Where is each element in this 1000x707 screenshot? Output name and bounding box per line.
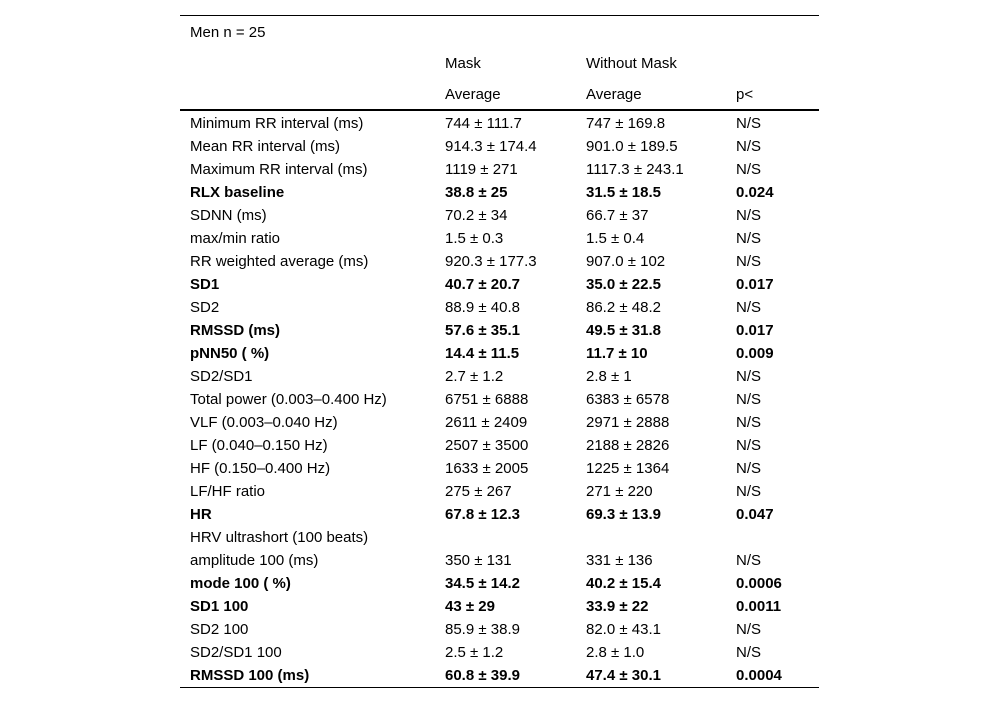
p-value: N/S (736, 437, 762, 454)
table-bottom-rule (180, 687, 819, 688)
row-label: HRV ultrashort (100 beats) (190, 529, 369, 546)
mask-value: 2507 ± 3500 (445, 437, 529, 454)
without-mask-value: 49.5 ± 31.8 (586, 322, 661, 339)
row-label: RR weighted average (ms) (190, 253, 369, 270)
p-value: N/S (736, 483, 762, 500)
without-mask-value: 1.5 ± 0.4 (586, 230, 645, 247)
group-header-row (180, 16, 819, 47)
row-label: pNN50 ( %) (190, 345, 270, 362)
row-label: mode 100 ( %) (190, 575, 291, 592)
table-row (180, 388, 819, 411)
table-row (180, 227, 819, 250)
table-row (180, 319, 819, 342)
without-mask-value: 35.0 ± 22.5 (586, 276, 661, 293)
row-label: RMSSD 100 (ms) (190, 667, 310, 684)
mask-value: 43 ± 29 (445, 598, 495, 615)
row-label: SD2 (190, 299, 220, 316)
row-label: HF (0.150–0.400 Hz) (190, 460, 331, 477)
without-mask-value: 1117.3 ± 243.1 (586, 161, 684, 178)
row-label: SD2 100 (190, 621, 249, 638)
mask-value: 40.7 ± 20.7 (445, 276, 520, 293)
row-label: Maximum RR interval (ms) (190, 161, 368, 178)
mask-value: 2611 ± 2409 (445, 414, 528, 431)
table-row (180, 365, 819, 388)
p-value: 0.047 (736, 506, 774, 523)
table-row (180, 111, 819, 135)
p-value: N/S (736, 207, 762, 224)
table-row (180, 641, 819, 664)
row-label: RLX baseline (190, 184, 285, 201)
table-row (180, 250, 819, 273)
p-value: 0.009 (736, 345, 774, 362)
table-row (180, 135, 819, 158)
column-header-without-mask: Without Mask (586, 55, 677, 72)
p-value: N/S (736, 230, 762, 247)
table-row (180, 572, 819, 595)
without-mask-value: 2.8 ± 1 (586, 368, 632, 385)
mask-value: 1633 ± 2005 (445, 460, 529, 477)
without-mask-value: 40.2 ± 15.4 (586, 575, 661, 592)
p-value: 0.0006 (736, 575, 782, 592)
subheader-without-mask-average: Average (586, 86, 642, 103)
mask-value: 2.5 ± 1.2 (445, 644, 504, 661)
column-header-mask: Mask (445, 55, 481, 72)
row-label: SD2/SD1 (190, 368, 253, 385)
without-mask-value: 1225 ± 1364 (586, 460, 670, 477)
without-mask-value: 69.3 ± 13.9 (586, 506, 661, 523)
row-label: amplitude 100 (ms) (190, 552, 319, 569)
without-mask-value: 2971 ± 2888 (586, 414, 670, 431)
mask-value: 275 ± 267 (445, 483, 512, 500)
table-row (180, 204, 819, 227)
table-row (180, 296, 819, 319)
mask-value: 1.5 ± 0.3 (445, 230, 504, 247)
p-value: N/S (736, 253, 762, 270)
mask-value: 14.4 ± 11.5 (445, 345, 520, 362)
subheader-mask-average: Average (445, 86, 501, 103)
p-value: N/S (736, 299, 762, 316)
row-label: SD1 100 (190, 598, 249, 615)
p-value: 0.0004 (736, 667, 782, 684)
p-value: N/S (736, 621, 762, 638)
mask-value: 6751 ± 6888 (445, 391, 529, 408)
row-label: max/min ratio (190, 230, 281, 247)
p-value: N/S (736, 552, 762, 569)
mask-value: 38.8 ± 25 (445, 184, 508, 201)
table-body (180, 111, 819, 687)
mask-value: 744 ± 111.7 (445, 115, 522, 132)
without-mask-value: 907.0 ± 102 (586, 253, 666, 270)
row-label: SDNN (ms) (190, 207, 267, 224)
mask-value: 2.7 ± 1.2 (445, 368, 504, 385)
table-row (180, 595, 819, 618)
table-row (180, 618, 819, 641)
mask-value: 1119 ± 271 (445, 161, 518, 178)
subheader-row (180, 78, 819, 109)
table-row (180, 342, 819, 365)
mask-value: 70.2 ± 34 (445, 207, 508, 224)
mask-value: 34.5 ± 14.2 (445, 575, 520, 592)
mask-value: 914.3 ± 174.4 (445, 138, 537, 155)
row-label: RMSSD (ms) (190, 322, 281, 339)
p-value: 0.0011 (736, 598, 782, 615)
subheader-p-value: p< (736, 86, 754, 103)
mask-value: 920.3 ± 177.3 (445, 253, 537, 270)
without-mask-value: 331 ± 136 (586, 552, 653, 569)
mask-value: 350 ± 131 (445, 552, 512, 569)
group-label: Men n = 25 (190, 24, 266, 41)
hrv-comparison-table (180, 15, 819, 688)
mask-value: 67.8 ± 12.3 (445, 506, 520, 523)
p-value: N/S (736, 460, 762, 477)
without-mask-value: 2.8 ± 1.0 (586, 644, 645, 661)
mask-value: 88.9 ± 40.8 (445, 299, 520, 316)
p-value: N/S (736, 115, 762, 132)
mask-value: 60.8 ± 39.9 (445, 667, 520, 684)
without-mask-value: 747 ± 169.8 (586, 115, 666, 132)
p-value: N/S (736, 138, 762, 155)
p-value: N/S (736, 644, 762, 661)
without-mask-value: 271 ± 220 (586, 483, 653, 500)
p-value: 0.017 (736, 276, 774, 293)
table-row (180, 457, 819, 480)
without-mask-value: 82.0 ± 43.1 (586, 621, 661, 638)
row-label: VLF (0.003–0.040 Hz) (190, 414, 338, 431)
p-value: 0.017 (736, 322, 774, 339)
without-mask-value: 33.9 ± 22 (586, 598, 649, 615)
without-mask-value: 901.0 ± 189.5 (586, 138, 678, 155)
mask-value: 85.9 ± 38.9 (445, 621, 520, 638)
row-label: Total power (0.003–0.400 Hz) (190, 391, 387, 408)
row-label: Minimum RR interval (ms) (190, 115, 364, 132)
p-value: N/S (736, 368, 762, 385)
table-row (180, 434, 819, 457)
without-mask-value: 66.7 ± 37 (586, 207, 649, 224)
row-label: LF/HF ratio (190, 483, 266, 500)
p-value: 0.024 (736, 184, 774, 201)
table-row (180, 181, 819, 204)
table-row (180, 273, 819, 296)
row-label: SD2/SD1 100 (190, 644, 282, 661)
table-row (180, 503, 819, 526)
mask-value: 57.6 ± 35.1 (445, 322, 520, 339)
without-mask-value: 86.2 ± 48.2 (586, 299, 661, 316)
without-mask-value: 31.5 ± 18.5 (586, 184, 661, 201)
p-value: N/S (736, 414, 762, 431)
condition-header-row (180, 47, 819, 78)
row-label: HR (190, 506, 212, 523)
table-row (180, 158, 819, 181)
without-mask-value: 47.4 ± 30.1 (586, 667, 661, 684)
row-label: Mean RR interval (ms) (190, 138, 341, 155)
table-row (180, 480, 819, 503)
row-label: LF (0.040–0.150 Hz) (190, 437, 328, 454)
without-mask-value: 11.7 ± 10 (586, 345, 648, 362)
without-mask-value: 6383 ± 6578 (586, 391, 670, 408)
row-label: SD1 (190, 276, 220, 293)
table-row (180, 549, 819, 572)
without-mask-value: 2188 ± 2826 (586, 437, 670, 454)
table-row (180, 526, 819, 549)
table-row (180, 664, 819, 687)
table-row (180, 411, 819, 434)
p-value: N/S (736, 391, 762, 408)
p-value: N/S (736, 161, 762, 178)
